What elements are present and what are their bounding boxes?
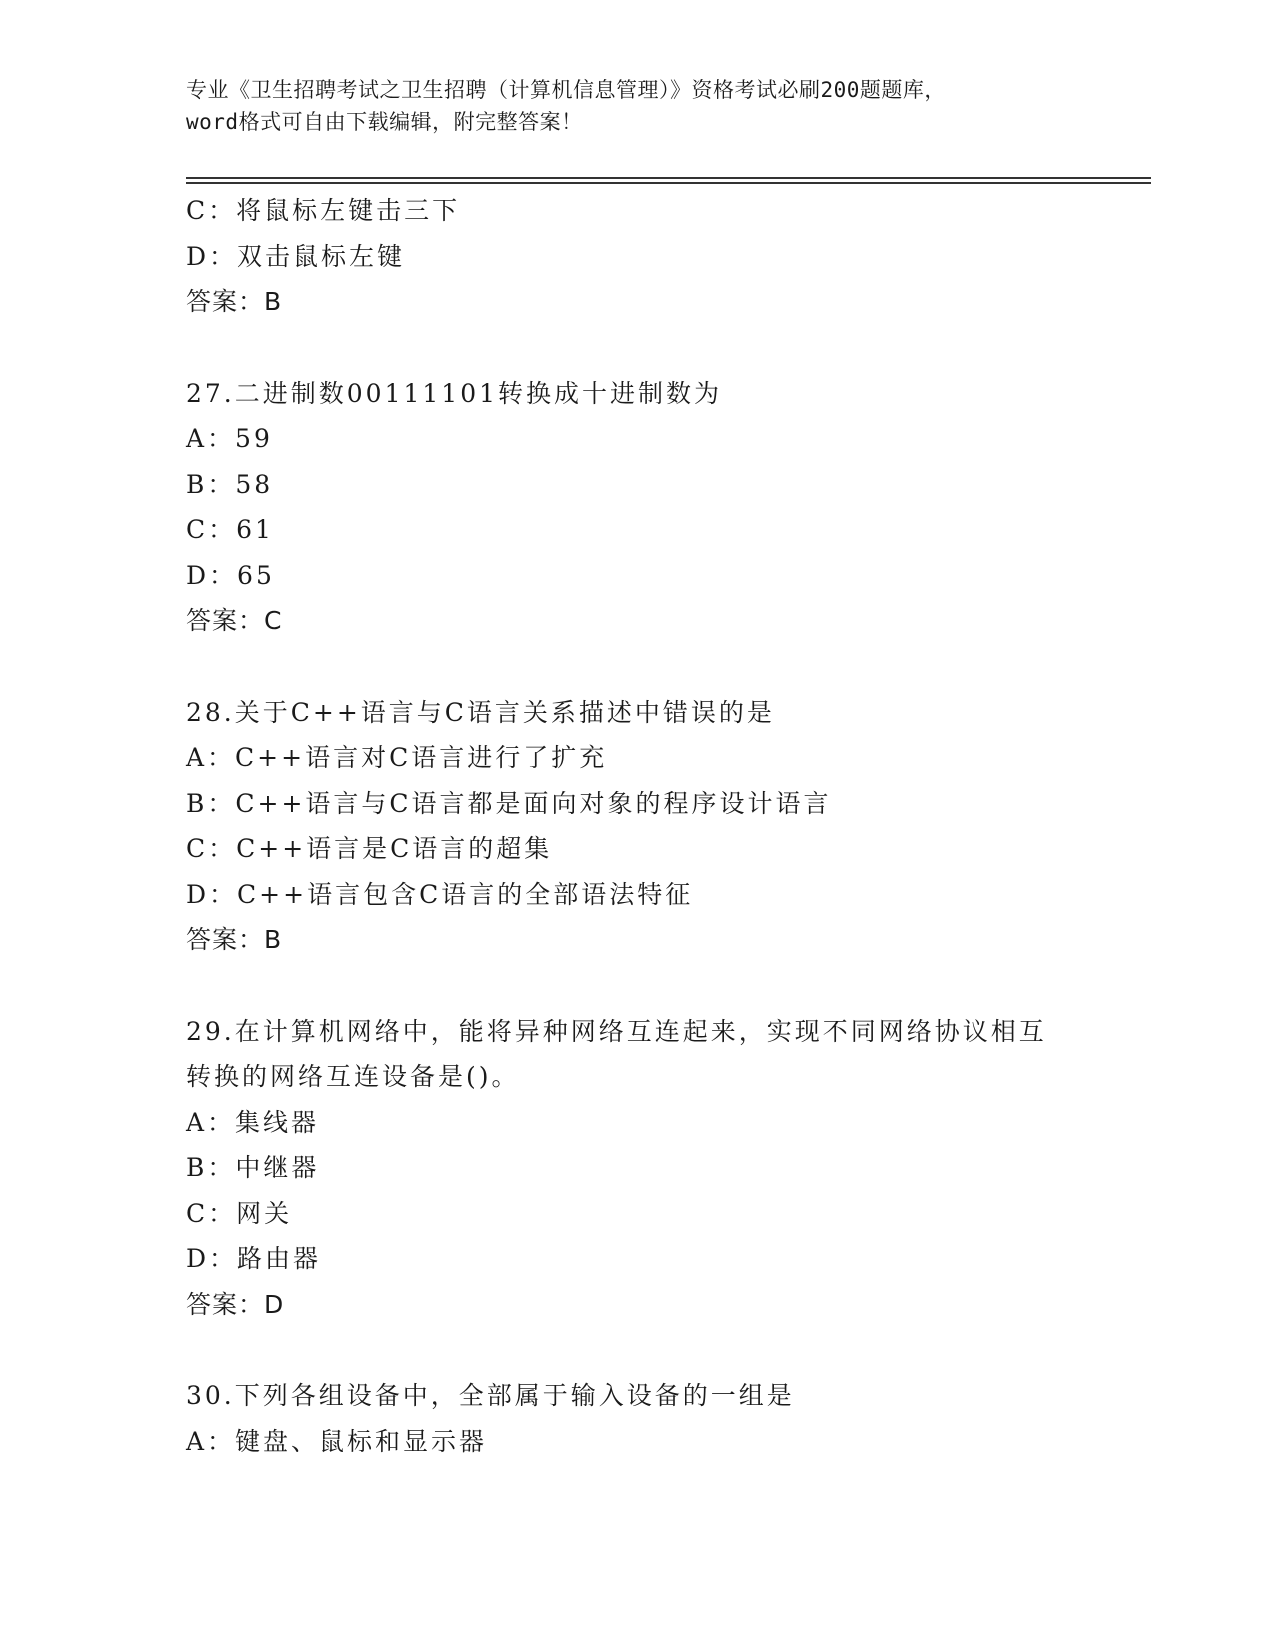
spacer (186, 963, 1126, 1009)
option-c: C：将鼠标左键击三下 (186, 196, 461, 225)
option-b: B：中继器 (186, 1153, 320, 1182)
question-list (186, 188, 1126, 1464)
option-a: A：59 (186, 424, 273, 453)
question-29 (186, 1009, 1126, 1328)
option-a: A：键盘、鼠标和显示器 (186, 1426, 488, 1456)
question-26-tail (186, 188, 1126, 325)
option-d: D：路由器 (186, 1244, 322, 1273)
answer: 答案：B (186, 287, 283, 316)
option-b: B：58 (186, 469, 274, 499)
question-stem: 27.二进制数00111101转换成十进制数为 (186, 378, 723, 408)
option-d: D：双击鼠标左键 (186, 241, 406, 271)
question-stem-line-1: 29.在计算机网络中，能将异种网络互连起来，实现不同网络协议相互 (186, 1016, 1047, 1046)
question-27 (186, 371, 1126, 644)
document-header (186, 74, 1086, 138)
header-divider-top (186, 177, 1151, 179)
option-d: D：C++语言包含C语言的全部语法特征 (186, 879, 694, 909)
option-d: D：65 (186, 560, 275, 590)
question-30 (186, 1373, 1126, 1464)
option-a: A：C++语言对C语言进行了扩充 (186, 743, 608, 772)
header-title-line-1: 专业《卫生招聘考试之卫生招聘（计算机信息管理）》资格考试必刷200题题库， (186, 78, 946, 102)
option-b: B：C++语言与C语言都是面向对象的程序设计语言 (186, 788, 832, 818)
answer: 答案：C (186, 606, 283, 635)
answer: 答案：B (186, 925, 283, 954)
spacer (186, 1327, 1126, 1373)
header-title-line-2: word格式可自由下载编辑，附完整答案！ (186, 110, 583, 134)
spacer (186, 644, 1126, 690)
header-divider-bottom (186, 182, 1151, 184)
option-c: C：网关 (186, 1198, 293, 1228)
option-c: C：C++语言是C语言的超集 (186, 834, 553, 863)
question-stem-line-2: 转换的网络互连设备是()。 (186, 1062, 520, 1091)
spacer (186, 325, 1126, 371)
question-28 (186, 690, 1126, 963)
question-stem: 30.下列各组设备中，全部属于输入设备的一组是 (186, 1381, 795, 1410)
option-a: A：集线器 (186, 1107, 320, 1137)
question-stem: 28.关于C++语言与C语言关系描述中错误的是 (186, 697, 775, 727)
option-c: C：61 (186, 515, 274, 544)
answer: 答案：D (186, 1289, 285, 1319)
